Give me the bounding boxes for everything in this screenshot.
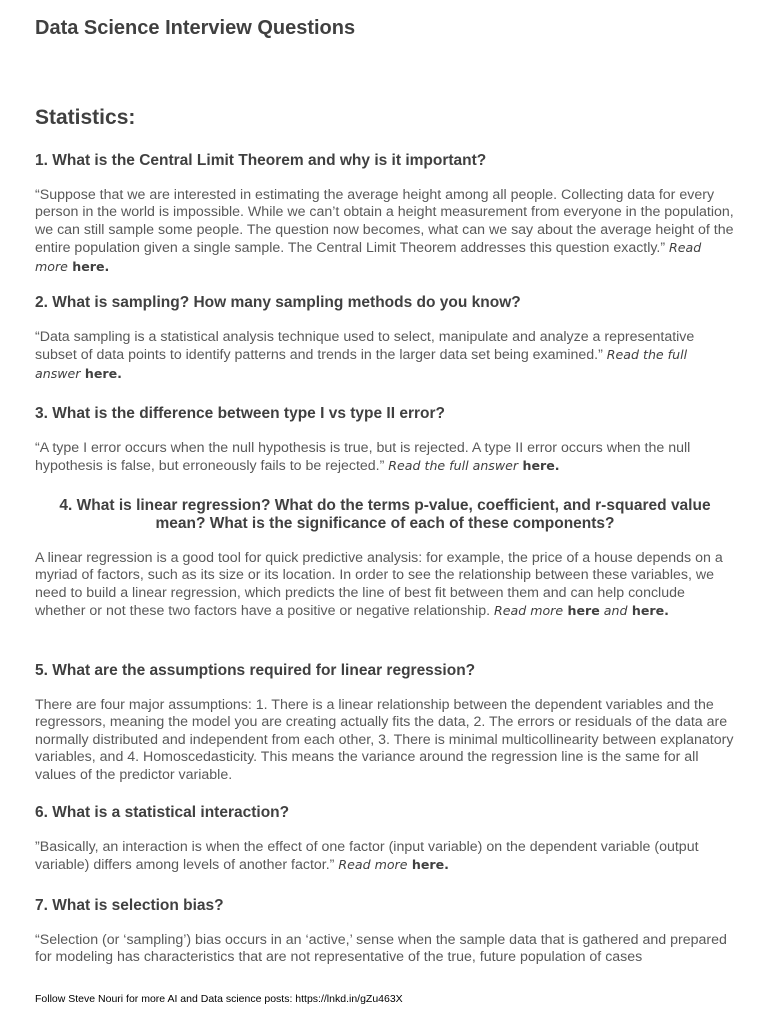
qa-item-4 — [35, 497, 735, 621]
qa-item-1 — [35, 152, 735, 276]
read-more-label: Read more — [35, 240, 702, 274]
footer-text: Follow Steve Nouri for more AI and Data science posts: https://lnkd.in/gZu463X — [35, 993, 403, 1005]
here-link[interactable]: here — [563, 603, 600, 619]
here-link[interactable]: here. — [627, 603, 669, 619]
answer-3: “A type I error occurs when the null hypothesis is true, but is rejected. A type II error occurs when the null hypothesis is false, but erroneously fails to be rejected.” Read the full answer here. — [35, 440, 691, 475]
answer-2: “Data sampling is a statistical analysis technique used to select, manipulate and analyze a representative subset of data points to identify patterns and trends in the larger data set being examined.” Read the full answer here. — [35, 329, 695, 381]
answer-7: “Selection (or ‘sampling’) bias occurs in an ‘active,’ sense when the sample data that is gathered and prepared for modeling has characteristics that are not representative of the true, future population of cases — [35, 932, 727, 966]
and-label: and — [599, 603, 628, 619]
qa-item-7 — [35, 897, 735, 967]
document-title: Data Science Interview Questions — [35, 17, 356, 39]
question-2: 2. What is sampling? How many sampling methods do you know? — [35, 294, 521, 311]
qa-item-2 — [35, 294, 735, 383]
section-title: Statistics: — [35, 106, 136, 129]
here-link[interactable]: here. — [67, 258, 110, 274]
question-7: 7. What is selection bias? — [35, 897, 224, 914]
question-6: 6. What is a statistical interaction? — [35, 804, 290, 821]
qa-item-3 — [35, 405, 735, 476]
here-link[interactable]: here. — [407, 857, 449, 873]
here-link[interactable]: here. — [80, 365, 122, 381]
answer-5: There are four major assumptions: 1. There is a linear relationship between the dependent variables and the regressors, meaning the model you are creating actually fits the data, 2. The errors or residuals of the data are normally distributed and independent from each other, 3. There is minimal multicollinearity between explanatory variables, and 4. Homoscedasticity. This means the variance around the regression line is the same for all values of the predictor variable. — [35, 697, 734, 783]
answer-4: A linear regression is a good tool for quick predictive analysis: for example, the price of a house depends on a myriad of factors, such as its size or its location. In order to see the relationship between these variables, we need to build a linear regression, which predicts the line of best fit between them and can help conclude whether or not these two factors have a positive or negative relationship. Read more here and here. — [35, 550, 723, 620]
question-3: 3. What is the difference between type I vs type II error? — [35, 405, 446, 422]
qa-item-6 — [35, 804, 735, 875]
read-more-label: Read more — [494, 603, 564, 619]
qa-item-5 — [35, 662, 735, 784]
question-4: 4. What is linear regression? What do the terms p-value, coefficient, and r-squared value mean? What is the significance of each of these components? — [59, 497, 711, 532]
answer-6: ”Basically, an interaction is when the effect of one factor (input variable) on the dependent variable (output variable) differs among levels of another factor.” Read more here. — [35, 839, 699, 874]
question-1: 1. What is the Central Limit Theorem and why is it important? — [35, 152, 487, 169]
read-full-answer-label: Read the full answer — [388, 458, 519, 474]
answer-1: “Suppose that we are interested in estimating the average height among all people. Collecting data for every person in the world is impossible. While we can’t obtain a height measurement from everyone in the population, we can still sample some people. The question now becomes, what can we say about the average height of the entire population given a single sample. The Central Limit Theorem addresses this question exactly.” Read more here. — [35, 187, 734, 274]
read-full-answer-label: Read the full answer — [35, 347, 688, 381]
read-more-label: Read more — [338, 857, 408, 873]
question-5: 5. What are the assumptions required for linear regression? — [35, 662, 476, 679]
here-link[interactable]: here. — [518, 458, 560, 474]
